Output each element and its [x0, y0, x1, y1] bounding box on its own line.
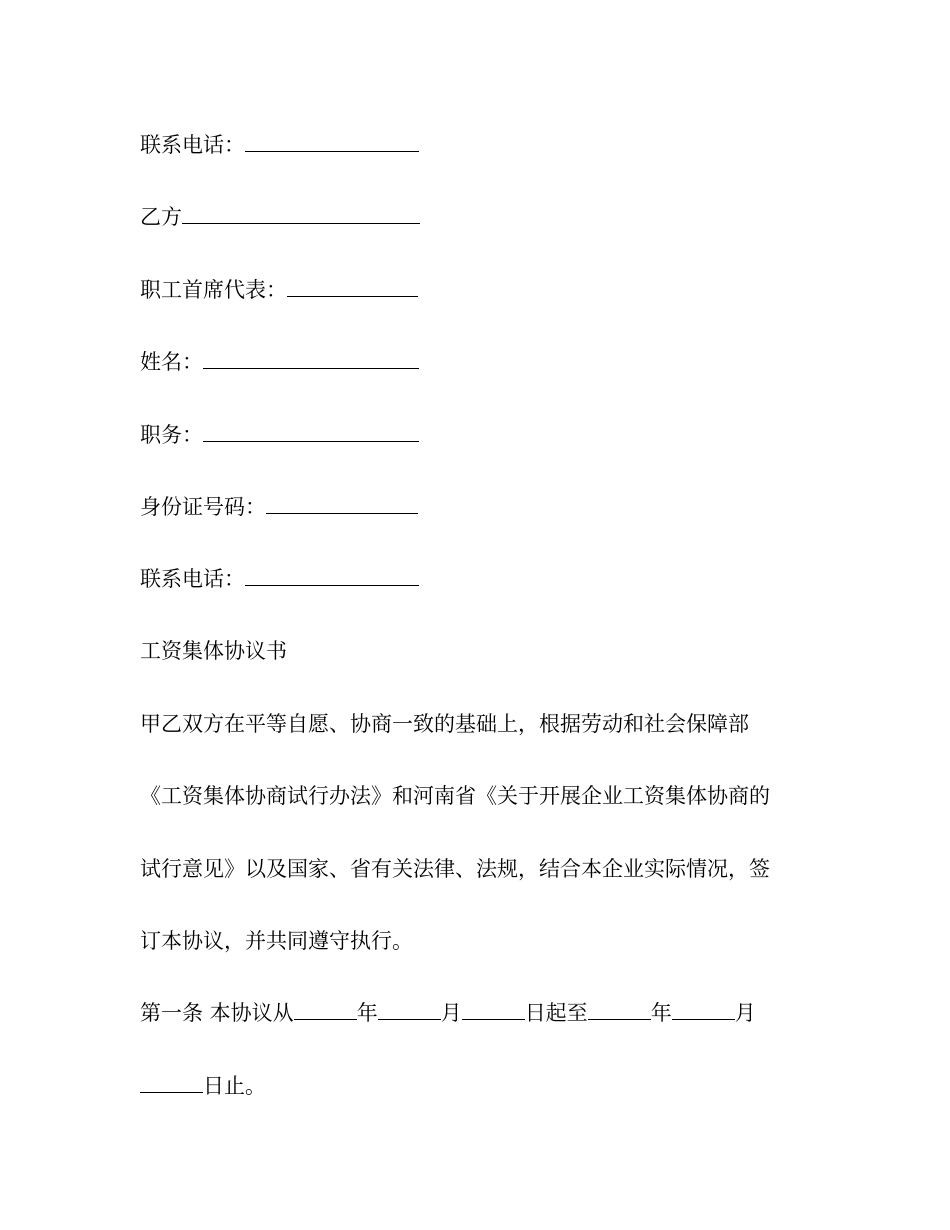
blank-line[interactable] — [245, 130, 419, 152]
contact-phone-field-a — [140, 130, 419, 160]
preamble-line: 《工资集体协商试行办法》和河南省《关于开展企业工资集体协商的 — [140, 784, 770, 808]
blank-line[interactable] — [378, 998, 441, 1020]
field-label: 身份证号码： — [140, 495, 266, 519]
article-1-prefix: 第一条 本协议从 — [140, 1001, 294, 1025]
blank-line[interactable] — [672, 998, 735, 1020]
field-label: 乙方 — [140, 205, 182, 229]
document-title: 工资集体协议书 — [140, 639, 287, 663]
year-label: 年 — [650, 1001, 672, 1025]
day-until-label: 日止。 — [203, 1074, 266, 1098]
field-label: 职务： — [140, 423, 203, 447]
blank-line[interactable] — [182, 202, 420, 224]
article-1-continued — [140, 1071, 266, 1101]
field-label: 联系电话： — [140, 133, 245, 157]
blank-line[interactable] — [140, 1071, 203, 1093]
party-b-field — [140, 202, 420, 232]
blank-line[interactable] — [245, 564, 419, 586]
blank-line[interactable] — [287, 275, 418, 297]
preamble-line: 订本协议，并共同遵守执行。 — [140, 929, 413, 953]
month-label: 月 — [734, 1001, 756, 1025]
preamble-line: 试行意见》以及国家、省有关法律、法规，结合本企业实际情况，签 — [140, 857, 770, 881]
article-1 — [140, 998, 756, 1028]
name-field — [140, 347, 419, 377]
blank-line[interactable] — [266, 492, 418, 514]
field-label: 职工首席代表： — [140, 278, 287, 302]
blank-line[interactable] — [203, 347, 419, 369]
position-field — [140, 420, 419, 450]
year-label: 年 — [356, 1001, 378, 1025]
blank-line[interactable] — [294, 998, 357, 1020]
id-number-field — [140, 492, 418, 522]
month-label: 月 — [440, 1001, 462, 1025]
preamble-line: 甲乙双方在平等自愿、协商一致的基础上，根据劳动和社会保障部 — [140, 712, 749, 736]
day-from-label: 日起至 — [524, 1001, 588, 1025]
blank-line[interactable] — [588, 998, 651, 1020]
chief-representative-field — [140, 275, 418, 305]
field-label: 联系电话： — [140, 567, 245, 591]
contact-phone-field-b — [140, 564, 419, 594]
field-label: 姓名： — [140, 350, 203, 374]
blank-line[interactable] — [462, 998, 525, 1020]
blank-line[interactable] — [203, 420, 419, 442]
